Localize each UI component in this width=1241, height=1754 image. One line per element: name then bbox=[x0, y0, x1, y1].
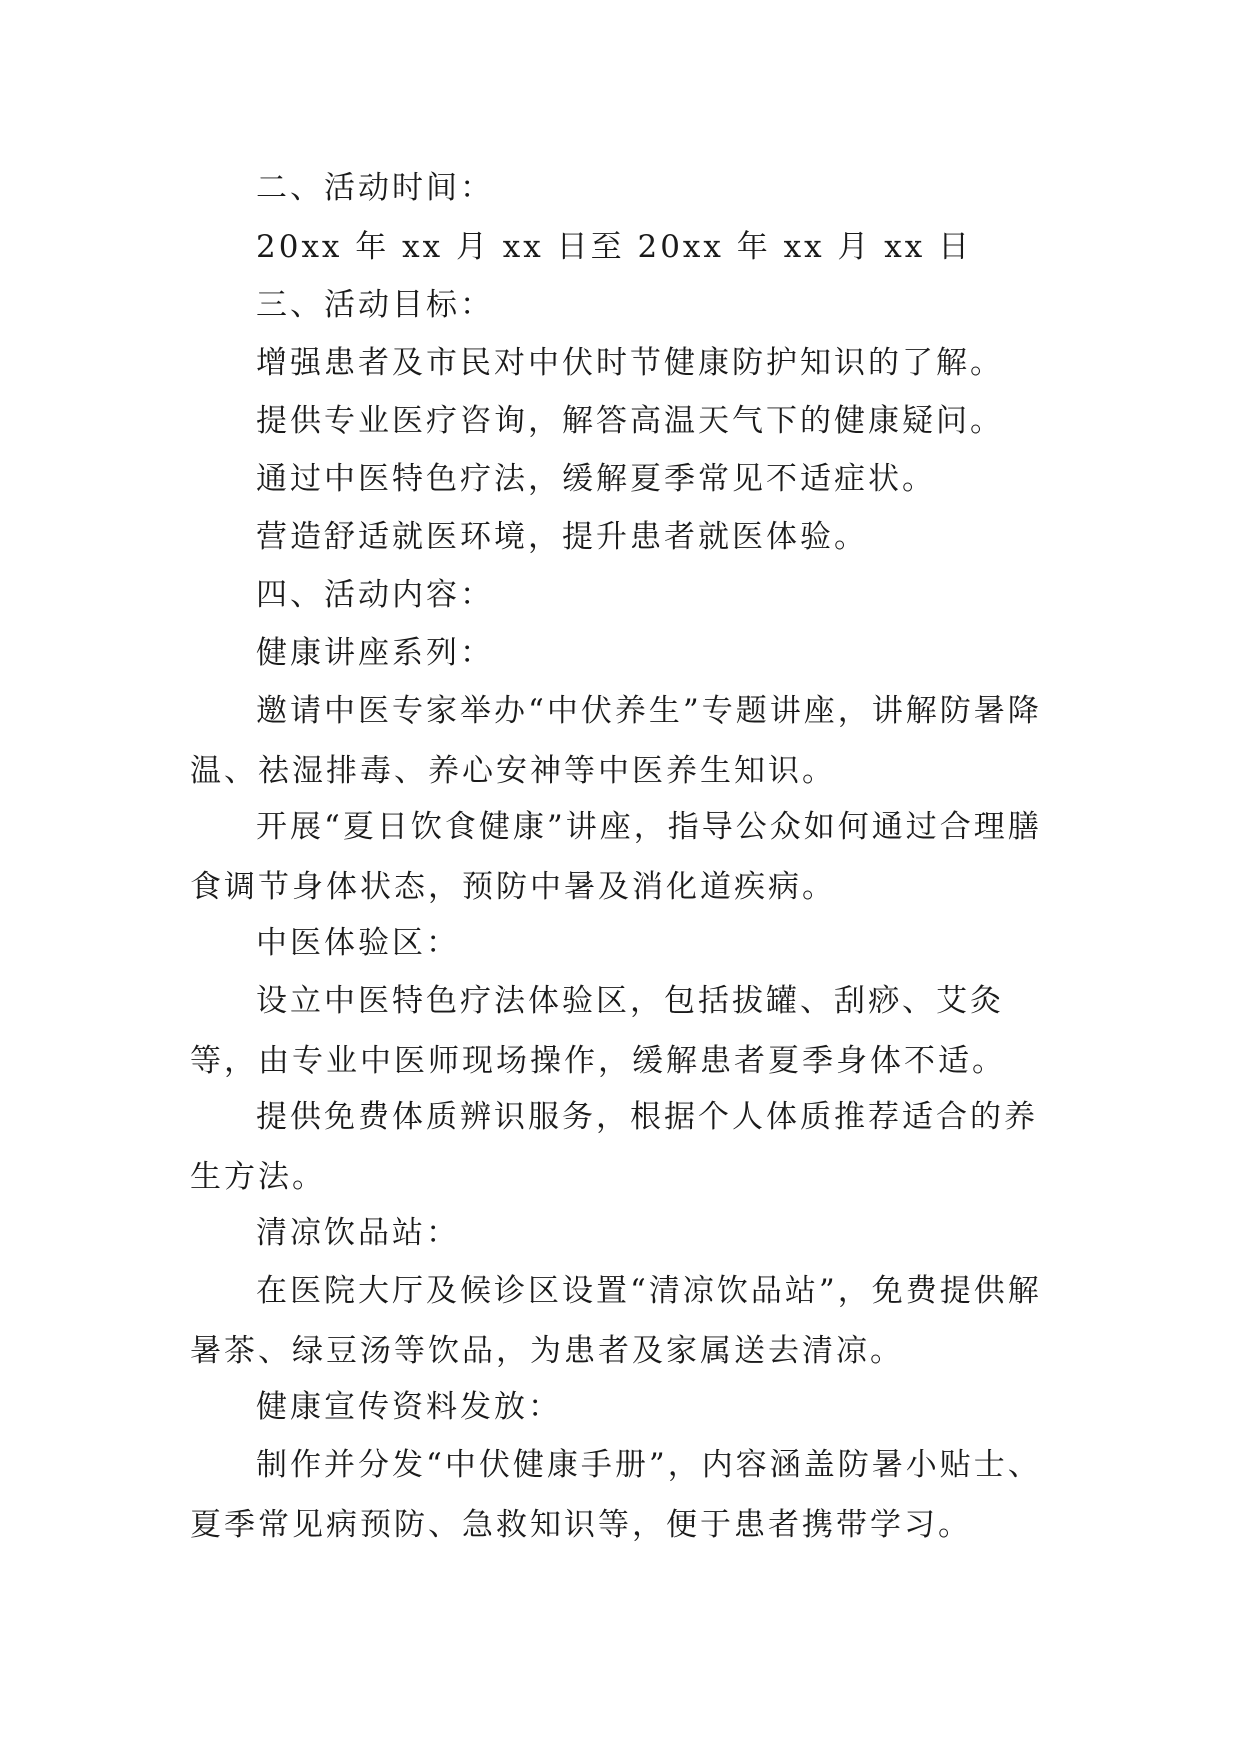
activity-date-range: 20xx 年 xx 月 xx 日至 20xx 年 xx 月 xx 日 bbox=[256, 229, 973, 265]
subheading-materials: 健康宣传资料发放： bbox=[256, 1389, 562, 1425]
content-paragraph: 制作并分发“中伏健康手册”，内容涵盖防暑小贴士、夏季常见病预防、急救知识等，便于患者携带学习。 bbox=[190, 1447, 1042, 1543]
subheading-drink-station: 清凉饮品站： bbox=[256, 1215, 460, 1251]
goal-item: 提供专业医疗咨询，解答高温天气下的健康疑问。 bbox=[256, 403, 1004, 439]
content-paragraph: 邀请中医专家举办“中伏养生”专题讲座，讲解防暑降温、祛湿排毒、养心安神等中医养生知识。 bbox=[190, 693, 1042, 789]
content-paragraph: 开展“夏日饮食健康”讲座，指导公众如何通过合理膳食调节身体状态，预防中暑及消化道疾病。 bbox=[190, 809, 1042, 905]
goal-item: 营造舒适就医环境，提升患者就医体验。 bbox=[256, 519, 868, 555]
goal-item: 增强患者及市民对中伏时节健康防护知识的了解。 bbox=[256, 345, 1004, 381]
subheading-tcm-experience: 中医体验区： bbox=[256, 925, 460, 961]
section-heading-goals: 三、活动目标： bbox=[256, 287, 494, 323]
goal-item: 通过中医特色疗法，缓解夏季常见不适症状。 bbox=[256, 461, 936, 497]
content-paragraph: 提供免费体质辨识服务，根据个人体质推荐适合的养生方法。 bbox=[190, 1099, 1038, 1195]
section-heading-content: 四、活动内容： bbox=[256, 577, 494, 613]
section-heading-time: 二、活动时间： bbox=[256, 170, 494, 206]
content-paragraph: 设立中医特色疗法体验区，包括拔罐、刮痧、艾灸等，由专业中医师现场操作，缓解患者夏季身体不适。 bbox=[190, 983, 1006, 1079]
subheading-lectures: 健康讲座系列： bbox=[256, 635, 494, 671]
content-paragraph: 在医院大厅及候诊区设置“清凉饮品站”，免费提供解暑茶、绿豆汤等饮品，为患者及家属送去清凉。 bbox=[190, 1273, 1042, 1369]
